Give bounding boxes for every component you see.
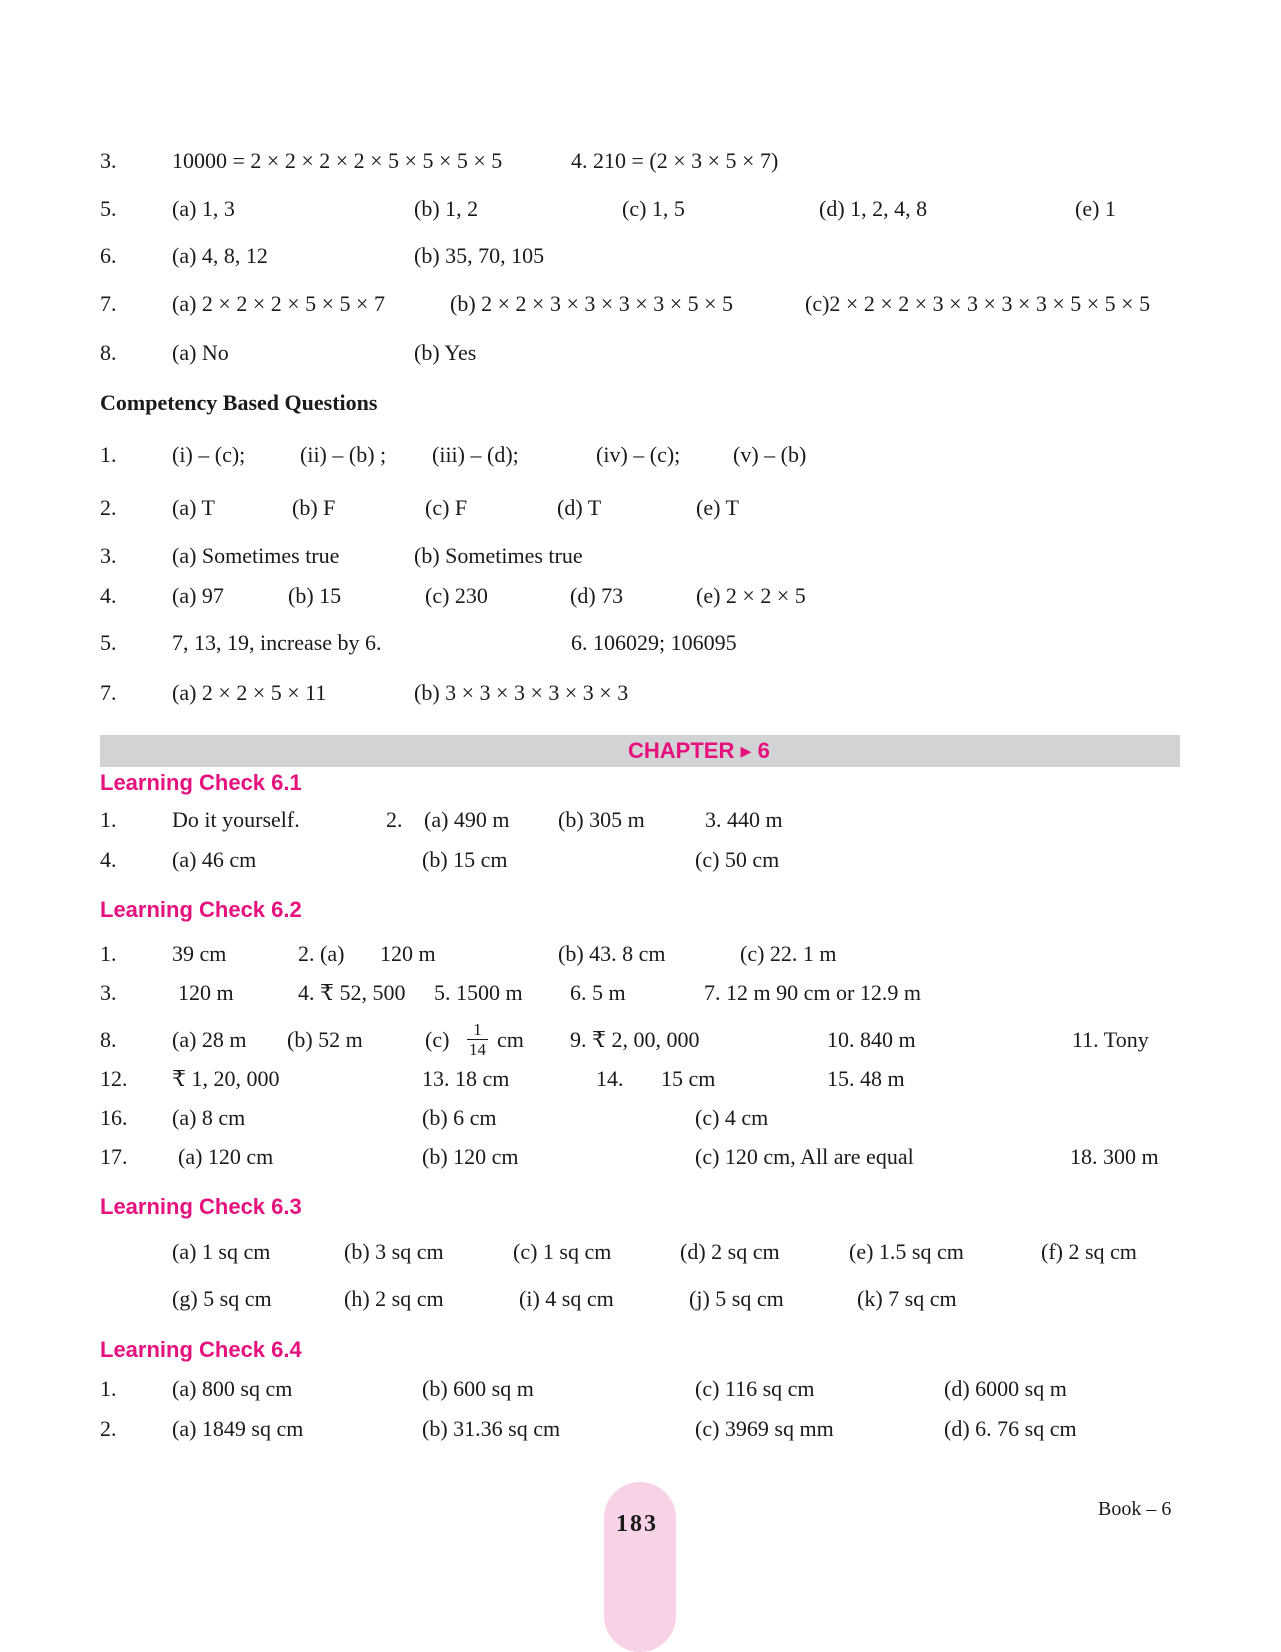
answer: (d) 6000 sq m bbox=[944, 1376, 1067, 1401]
answer: (c) 230 bbox=[425, 583, 488, 608]
answer: (d) 1, 2, 4, 8 bbox=[819, 196, 928, 221]
learning-check-heading: Learning Check 6.4 bbox=[100, 1337, 302, 1362]
answer: (c) 50 cm bbox=[695, 847, 780, 872]
learning-check-heading: Learning Check 6.1 bbox=[100, 770, 302, 795]
item-number: 1. bbox=[100, 1376, 117, 1401]
answer: (b) 120 cm bbox=[422, 1144, 519, 1169]
answer: (e) T bbox=[696, 495, 739, 520]
fraction-denominator: 14 bbox=[469, 1040, 486, 1059]
answer: (b) 3 sq cm bbox=[344, 1239, 444, 1264]
answer: (c) F bbox=[425, 495, 468, 520]
item-number: 17. bbox=[100, 1144, 128, 1169]
item-number: 12. bbox=[100, 1066, 128, 1091]
answer: (j) 5 sq cm bbox=[689, 1286, 784, 1311]
page-number-tab bbox=[604, 1482, 676, 1652]
answer: 6. 5 m bbox=[570, 980, 626, 1005]
learning-check-heading: Learning Check 6.3 bbox=[100, 1194, 302, 1219]
answer: (a) 1 sq cm bbox=[172, 1239, 271, 1264]
answer: (b) 31.36 sq cm bbox=[422, 1416, 561, 1441]
answer: (b) F bbox=[292, 495, 336, 520]
item-number: 16. bbox=[100, 1105, 128, 1130]
item-number: 1. bbox=[100, 807, 117, 832]
answer: 10. 840 m bbox=[827, 1027, 916, 1052]
answer: 3. 440 m bbox=[705, 807, 783, 832]
answer: (a) No bbox=[172, 340, 229, 365]
answer: (c) 3969 sq mm bbox=[695, 1416, 834, 1441]
item-number: 7. bbox=[100, 680, 117, 705]
answer: (b) 305 m bbox=[558, 807, 645, 832]
answer: 2. (a) bbox=[298, 941, 345, 966]
answer: (a) 2 × 2 × 5 × 11 bbox=[172, 680, 327, 705]
answer: 6. 106029; 106095 bbox=[571, 630, 737, 655]
answer: (b) 3 × 3 × 3 × 3 × 3 × 3 bbox=[414, 680, 629, 705]
answer: (g) 5 sq cm bbox=[172, 1286, 272, 1311]
answer: (b) 600 sq m bbox=[422, 1376, 534, 1401]
answer: (b) Yes bbox=[414, 340, 477, 365]
answer: 15 cm bbox=[661, 1066, 716, 1091]
item-number: 2. bbox=[100, 1416, 117, 1441]
item-number: 5. bbox=[100, 630, 117, 655]
answer: (ii) – (b) ; bbox=[300, 442, 387, 467]
answer: (b) 6 cm bbox=[422, 1105, 497, 1130]
answer: (b) 35, 70, 105 bbox=[414, 243, 545, 268]
answer: (a) 800 sq cm bbox=[172, 1376, 293, 1401]
item-number: 2. bbox=[100, 495, 117, 520]
answer: 10000 = 2 × 2 × 2 × 2 × 5 × 5 × 5 × 5 bbox=[172, 148, 503, 173]
answer: (a) Sometimes true bbox=[172, 543, 340, 568]
answer: (b) 15 bbox=[288, 583, 342, 608]
answer: (c) 120 cm, All are equal bbox=[695, 1144, 914, 1169]
answer: Do it yourself. bbox=[172, 807, 300, 832]
answer: ₹ 1, 20, 000 bbox=[172, 1066, 280, 1091]
item-number: 4. bbox=[100, 583, 117, 608]
answer-unit: cm bbox=[497, 1027, 524, 1052]
answer: (v) – (b) bbox=[733, 442, 807, 467]
answer: (e) 1 bbox=[1075, 196, 1116, 221]
answer: (b) Sometimes true bbox=[414, 543, 583, 568]
answer: (a) 8 cm bbox=[172, 1105, 246, 1130]
answer: (c)2 × 2 × 2 × 3 × 3 × 3 × 3 × 5 × 5 × 5 bbox=[805, 291, 1151, 316]
item-number: 1. bbox=[100, 941, 117, 966]
item-number: 3. bbox=[100, 543, 117, 568]
answer: (c) 1 sq cm bbox=[513, 1239, 612, 1264]
answer: (d) T bbox=[557, 495, 602, 520]
item-number: 8. bbox=[100, 340, 117, 365]
answer: (i) 4 sq cm bbox=[519, 1286, 614, 1311]
chapter-title: CHAPTER ▸ 6 bbox=[628, 738, 770, 763]
answer: (c) 116 sq cm bbox=[695, 1376, 815, 1401]
learning-check-heading: Learning Check 6.2 bbox=[100, 897, 302, 922]
item-number: 7. bbox=[100, 291, 117, 316]
item-number: 3. bbox=[100, 148, 117, 173]
answer: (a) T bbox=[172, 495, 215, 520]
answer: (iv) – (c); bbox=[596, 442, 681, 467]
book-label: Book – 6 bbox=[1098, 1498, 1172, 1520]
answer: (k) 7 sq cm bbox=[857, 1286, 957, 1311]
answer: 2. bbox=[386, 807, 403, 832]
answer: (h) 2 sq cm bbox=[344, 1286, 444, 1311]
answer: (a) 4, 8, 12 bbox=[172, 243, 268, 268]
answer: (a) 1, 3 bbox=[172, 196, 235, 221]
answer: (a) 1849 sq cm bbox=[172, 1416, 304, 1441]
answer: (f) 2 sq cm bbox=[1041, 1239, 1137, 1264]
fraction-numerator: 1 bbox=[467, 1021, 488, 1040]
answer: 15. 48 m bbox=[827, 1066, 905, 1091]
item-number: 4. bbox=[100, 847, 117, 872]
answer: (d) 73 bbox=[570, 583, 624, 608]
answer: 120 m bbox=[380, 941, 436, 966]
answer: (a) 490 m bbox=[424, 807, 510, 832]
answer: (a) 120 cm bbox=[178, 1144, 274, 1169]
answer: 39 cm bbox=[172, 941, 227, 966]
item-number: 5. bbox=[100, 196, 117, 221]
answer: 11. Tony bbox=[1072, 1027, 1149, 1052]
answer: (b) 52 m bbox=[287, 1027, 363, 1052]
answer: 7. 12 m 90 cm or 12.9 m bbox=[704, 980, 921, 1005]
answer: 13. 18 cm bbox=[422, 1066, 510, 1091]
answer: (e) 1.5 sq cm bbox=[849, 1239, 964, 1264]
answer: 120 m bbox=[178, 980, 234, 1005]
answer: (b) 43. 8 cm bbox=[558, 941, 666, 966]
answer: 4. 210 = (2 × 3 × 5 × 7) bbox=[571, 148, 779, 173]
fraction bbox=[467, 1021, 488, 1058]
answer: 18. 300 m bbox=[1070, 1144, 1159, 1169]
answer: (b) 1, 2 bbox=[414, 196, 479, 221]
answer: (a) 97 bbox=[172, 583, 224, 608]
answer: 4. ₹ 52, 500 bbox=[298, 980, 406, 1005]
item-number: 3. bbox=[100, 980, 117, 1005]
answer: 7, 13, 19, increase by 6. bbox=[172, 630, 382, 655]
answer: (a) 2 × 2 × 2 × 5 × 5 × 7 bbox=[172, 291, 385, 316]
page-number: 183 bbox=[616, 1511, 658, 1537]
item-number: 6. bbox=[100, 243, 117, 268]
item-number: 8. bbox=[100, 1027, 117, 1052]
answer: (c) 22. 1 m bbox=[740, 941, 837, 966]
answer: (e) 2 × 2 × 5 bbox=[696, 583, 806, 608]
answer: (a) 28 m bbox=[172, 1027, 247, 1052]
answer: (b) 15 cm bbox=[422, 847, 508, 872]
answer: (i) – (c); bbox=[172, 442, 246, 467]
answer: (iii) – (d); bbox=[432, 442, 519, 467]
answer: (d) 2 sq cm bbox=[680, 1239, 780, 1264]
answer: (c) 1, 5 bbox=[622, 196, 685, 221]
answer: 5. 1500 m bbox=[434, 980, 523, 1005]
answer: (c) bbox=[425, 1027, 450, 1052]
section-heading: Competency Based Questions bbox=[100, 390, 378, 415]
item-number: 1. bbox=[100, 442, 117, 467]
answer: 9. ₹ 2, 00, 000 bbox=[570, 1027, 700, 1052]
answer: (d) 6. 76 sq cm bbox=[944, 1416, 1077, 1441]
answer: (c) 4 cm bbox=[695, 1105, 769, 1130]
answer: (b) 2 × 2 × 3 × 3 × 3 × 3 × 5 × 5 bbox=[450, 291, 734, 316]
answer: 14. bbox=[596, 1066, 624, 1091]
answer: (a) 46 cm bbox=[172, 847, 257, 872]
